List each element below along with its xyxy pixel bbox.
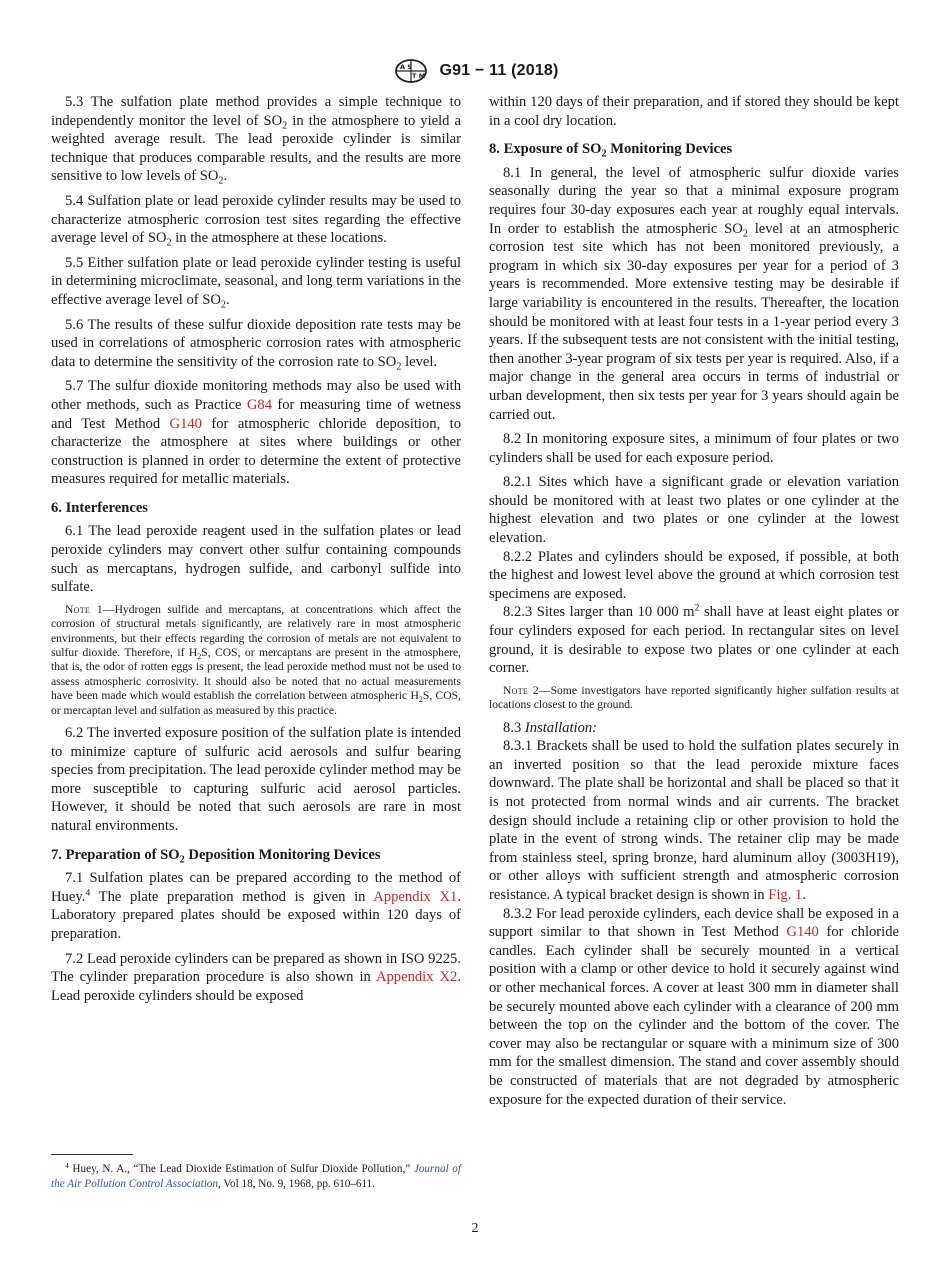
svg-text:A S: A S: [400, 63, 413, 71]
paragraph-6-1: 6.1 The lead peroxide reagent used in the sulfation plates or lead peroxide cylinders may convert other sulfur containing compounds such as mercaptans, hydrogen sulfide, and carbonyl sulfide into sulfate.: [51, 523, 461, 596]
footnote-mark: 4: [65, 1160, 69, 1170]
text: 8.3.1 Brackets shall be used to hold the sulfation plates securely in an inverted position so that the lead peroxide mixture faces downward. The plate shall be horizontal and shall be placed so that it is not protected from normal winds and air currents. The bracket design should include a retaining clip or other provision to hold the plate in the event of strong winds. The retainer clip may be made from stainless steel, spring bronze, hard aluminum alloy (3003H19), or other alloys with sufficient strength and atmospheric corrosion resistance. A typical bracket design is shown in: [489, 738, 899, 903]
paragraph-8-2: 8.2 In monitoring exposure sites, a minimum of four plates or two cylinders shall be used for each exposure period.: [489, 431, 899, 466]
text: level.: [401, 353, 438, 370]
section-heading-8: [489, 140, 899, 159]
text: S, COS, or mercaptans are present in the atmosphere, that is, the odor of rotten eggs is present, the lead peroxide method must not be used to assess atmospheric corrosivity. It should also be noted that no actual measurements have been made which would establish the correlation between atmospheric H: [51, 646, 461, 703]
footnote-divider: [51, 1154, 133, 1155]
text: 5.4 Sulfation plate or lead peroxide cylinder results may be used to characterize atmospheric corrosion test sites regarding the effective average level of SO: [51, 192, 461, 247]
text: Monitoring Devices: [606, 141, 733, 158]
text: , Vol 18, No. 9, 1968, pp. 610–611.: [218, 1177, 376, 1190]
text: Deposition Monitoring Devices: [184, 846, 381, 863]
text: 8. Exposure of SO: [489, 141, 602, 158]
text: in the atmosphere to yield a weighted average result. The lead peroxide cylinder is similar technique that produces comparable results, and the results are more sensitive to low levels of SO: [51, 112, 461, 185]
text: S, COS, or mercaptan level and sulfation as measured by this practice.: [51, 689, 461, 717]
note-2: [489, 684, 899, 713]
text: The plate preparation method is given in: [90, 888, 374, 905]
text: 7.2 Lead peroxide cylinders can be prepared as shown in ISO 9225. The cylinder preparation procedure is also shown in: [51, 950, 461, 986]
paragraph-8-1: [489, 164, 899, 424]
link-fig-1[interactable]: Fig. 1: [768, 886, 803, 903]
text: shall have at least eight plates or four cylinders exposed for each period. In rectangular sites on level ground, it is desirable to expose two plates or one cylinder at each corner.: [489, 604, 899, 677]
paragraph-5-4: [51, 192, 461, 248]
paragraph-7-2: [51, 950, 461, 1006]
paragraph-5-6: [51, 316, 461, 372]
text: for measuring time of wetness and Test Method: [51, 396, 461, 432]
text: 5.3 The sulfation plate method provides a simple technique to independently monitor the level of SO: [51, 94, 461, 129]
subscript: 2: [220, 299, 227, 311]
subscript: 2: [282, 120, 288, 132]
link-appendix-x1[interactable]: Appendix X1: [373, 888, 458, 905]
text: 8.3: [503, 719, 525, 736]
paragraph-6-2: 6.2 The inverted exposure position of the sulfation plate is intended to minimize capture of sulfuric acid aerosols and sulfur bearing species from precipitation. The lead peroxide cylinder method may be more susceptible to capturing sulfuric acid aerosol particles. However, it should be noted that such aerosols are rare in most natural environments.: [51, 725, 461, 835]
text: Huey, N. A., “The Lead Dioxide Estimation of Sulfur Dioxide Pollution,”: [68, 1163, 414, 1175]
section-heading-6: 6. Interferences: [51, 499, 148, 516]
paragraph-8-3: [489, 719, 899, 738]
text: in the atmosphere at these locations.: [171, 230, 387, 247]
journal-link[interactable]: Journal of the Air Pollution Control Association: [51, 1163, 462, 1190]
paragraph-8-2-2: 8.2.2 Plates and cylinders should be exposed, if possible, at both the highest and lowest level above the ground at which corrosion test specimens are exposed.: [489, 548, 899, 602]
text: 8.2.3 Sites larger than 10 000 m: [503, 604, 695, 621]
subscript: 2: [601, 148, 607, 160]
subscript: 2: [742, 228, 748, 240]
text: 5.7 The sulfur dioxide monitoring methods may also be used with other methods, such as Practice: [51, 378, 461, 413]
link-appendix-x2[interactable]: Appendix X2: [375, 969, 458, 986]
paragraph-5-3: [51, 93, 461, 186]
document-designation: G91 − 11 (2018): [439, 62, 559, 79]
paragraph-5-7: [51, 377, 461, 489]
paragraph-8-3-1: [489, 737, 899, 904]
text: 7. Preparation of SO: [51, 846, 180, 863]
right-column: [489, 93, 899, 1115]
text: for atmospheric chloride deposition, to characterize the atmosphere at sites where buildings or other construction is planned in order to determine the extent of protective measures required for metallic materials.: [51, 415, 461, 488]
note-label: Note 2: [503, 683, 539, 697]
subscript: 2: [197, 651, 202, 661]
paragraph-8-3-2: [489, 905, 899, 1110]
link-g140[interactable]: G140: [786, 924, 819, 941]
text: for chloride candles. Each cylinder shall be securely mounted in a vertical position with a clamp or other device to hold it securely against wind or other mechanical forces. A cover at least 300 mm in diameter shall be securely mounted above each cylinder with a clearance of 200 mm between the top on the cylinder and the bottom of the cover. The cover may also be rectangular or square with a minimum size of 300 mm for the smallest dimension. The stand and cover assembly should be constructed of materials that are not degraded by atmospheric exposure for the expected duration of their service.: [489, 924, 899, 1108]
text: .: [223, 168, 228, 185]
text: . Laboratory prepared plates should be exposed within 120 days of preparation.: [51, 888, 461, 943]
text: level at an atmospheric corrosion test site which has not been monitored previously, a program in which six 30-day exposures per year for a period of 3 years is recommended. More extensive testing may be desirable if large variability is encountered in the results. Thereafter, the location should be monitored with at least four tests in a 1-year period every 3 years. If the subsequent tests are not consistent with the initial testing, then another 3-year program of six tests per year is required. Also, if a major change in the general area occurs in terms of industrial or urban development, then six tests per year for 3 years should again be carried out.: [489, 220, 899, 423]
paragraph-7-2-continued: within 120 days of their preparation, and if stored they should be kept in a cool dry location.: [489, 94, 899, 129]
text: 5.5 Either sulfation plate or lead peroxide cylinder testing is useful in determining microclimate, seasonal, and long term variations in the effective average level of SO: [51, 254, 461, 308]
link-g84[interactable]: G84: [246, 396, 273, 413]
subscript: 2: [218, 175, 224, 187]
section-heading-7: [51, 846, 461, 865]
page-number: 2: [471, 1221, 479, 1236]
subscript: 2: [166, 237, 172, 249]
text: 8.1 In general, the level of atmospheric sulfur dioxide varies seasonally during the year so that a minimal exposure program requires four 30-day exposures each year at roughly equal intervals. In order to establish the atmospheric SO: [489, 164, 899, 237]
page-header: [0, 58, 950, 84]
text: .: [226, 291, 230, 308]
superscript: 2: [694, 602, 700, 614]
subscript: 2: [418, 695, 423, 705]
paragraph-5-5: [51, 254, 461, 310]
text: .: [802, 886, 806, 903]
svg-text:T M: T M: [412, 72, 426, 80]
left-column: [51, 93, 461, 1011]
subscript: 2: [179, 854, 185, 866]
text: 5.6 The results of these sulfur dioxide deposition rate tests may be used in correlations of atmospheric corrosion rates with atmospheric data to determine the sensitivity of the corrosion rate to SO: [51, 316, 461, 370]
text: . Lead peroxide cylinders should be exposed: [51, 969, 461, 1004]
subsection-title: Installation:: [524, 719, 598, 736]
text: —Hydrogen sulfide and mercaptans, at concentrations which affect the corrosion of structural metals significantly, are relatively rare in most atmospheric environments, but their effects regarding the corrosion of metals are not equivalent to sulfur dioxide. Therefore, if H: [51, 602, 462, 660]
paragraph-8-2-3: [489, 603, 899, 677]
link-g140[interactable]: G140: [169, 415, 202, 432]
text: 7.1 Sulfation plates can be prepared according to the method of Huey.: [51, 870, 461, 905]
note-1: [51, 603, 461, 718]
footnote-4: [51, 1162, 461, 1191]
text: —Some investigators have reported significantly higher sulfation results at locations closest to the ground.: [489, 683, 900, 712]
note-label: Note 1: [65, 602, 103, 616]
paragraph-8-2-1: 8.2.1 Sites which have a significant grade or elevation variation should be monitored with at least two plates or one cylinder at the highest elevation and two plates or one cylinder at the lowest elevation.: [489, 474, 899, 547]
text: 8.3.2 For lead peroxide cylinders, each device shall be exposed in a support similar to that shown in Test Method: [489, 905, 899, 941]
paragraph-7-1: [51, 869, 461, 943]
astm-logo-icon: [391, 58, 431, 84]
footnote-ref[interactable]: 4: [85, 887, 91, 899]
subscript: 2: [396, 361, 402, 373]
